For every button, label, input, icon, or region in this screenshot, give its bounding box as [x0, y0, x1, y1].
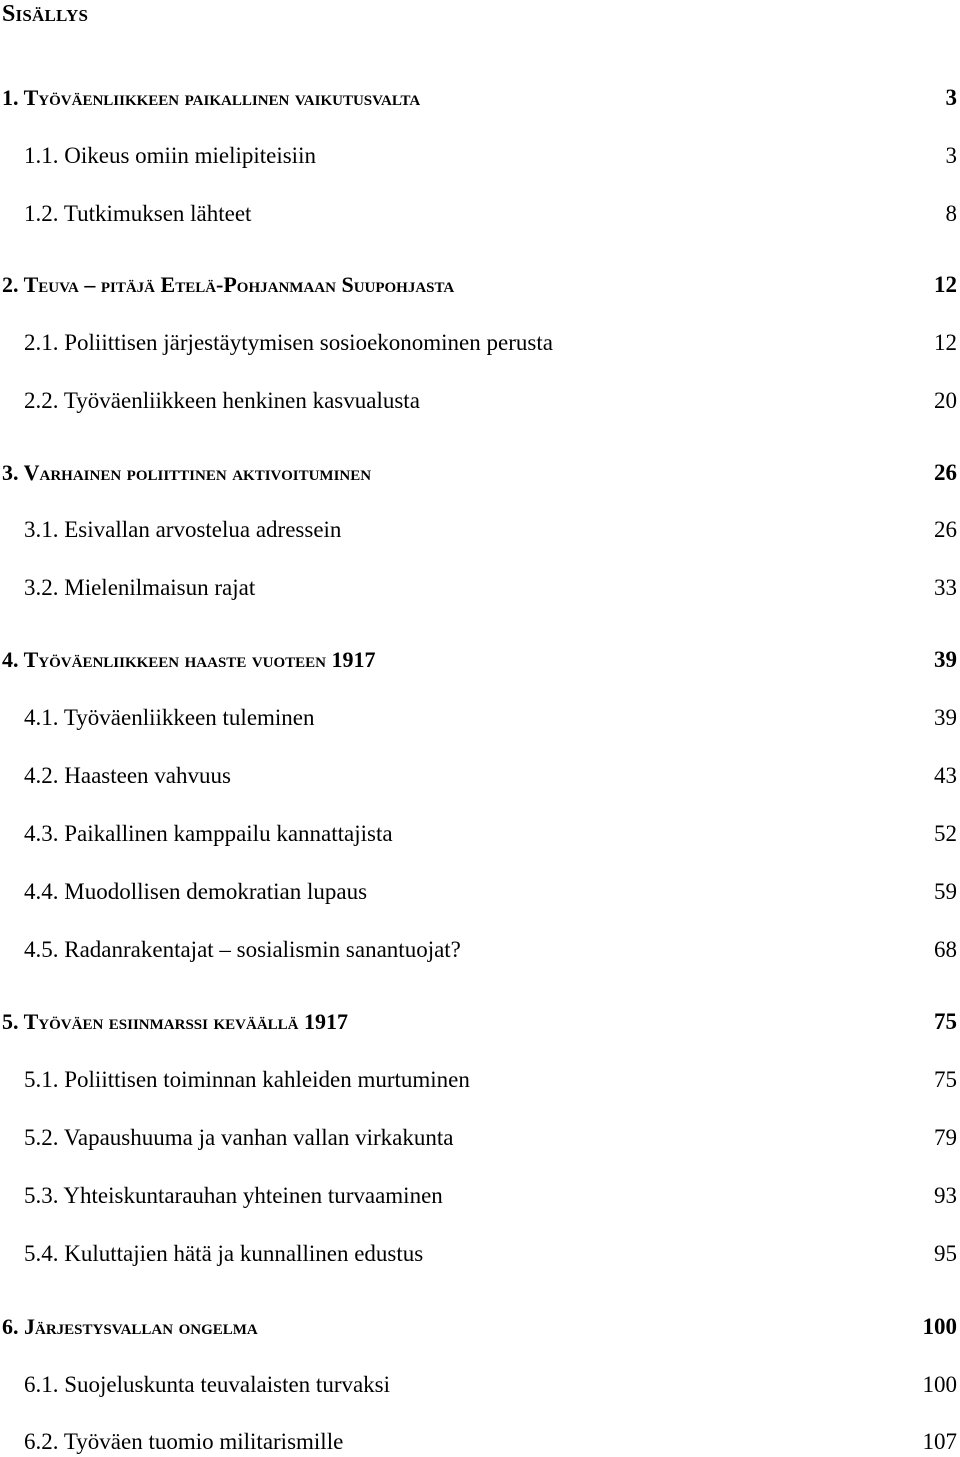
toc-chapter-1: [0, 83, 960, 113]
toc-page-number: 52: [934, 821, 957, 846]
toc-entry-label: 1.2. Tutkimuksen lähteet: [24, 201, 252, 226]
toc-page-number: 68: [934, 937, 957, 962]
toc-section-2-1: [0, 328, 960, 358]
toc-entry-label: 4.2. Haasteen vahvuus: [24, 763, 231, 788]
toc-entry-label: 4. Työväenliikkeen haaste vuoteen 1917: [2, 647, 376, 672]
page-title: Sisällys: [2, 1, 89, 27]
toc-entry-label: 1.1. Oikeus omiin mielipiteisiin: [24, 143, 316, 168]
toc-section-5-1: [0, 1065, 960, 1095]
toc-entry-label: 6. Järjestysvallan ongelma: [2, 1314, 258, 1339]
toc-page-number: 20: [934, 388, 957, 413]
toc-chapter-3: [0, 458, 960, 488]
toc-page-number: 95: [934, 1241, 957, 1266]
toc-page-number: 107: [922, 1429, 957, 1454]
toc-entry-label: 5.1. Poliittisen toiminnan kahleiden murtuminen: [24, 1067, 470, 1092]
toc-page-number: 93: [934, 1183, 957, 1208]
toc-entry-label: 4.1. Työväenliikkeen tuleminen: [24, 705, 315, 730]
toc-section-6-1: [0, 1370, 960, 1400]
toc-page-number: 100: [922, 1372, 957, 1397]
toc-section-4-4: [0, 877, 960, 907]
toc-section-5-2: [0, 1123, 960, 1153]
toc-section-4-1: [0, 703, 960, 733]
toc-entry-label: 6.1. Suojeluskunta teuvalaisten turvaksi: [24, 1372, 391, 1397]
toc-page-number: 39: [934, 705, 957, 730]
toc-chapter-6: [0, 1312, 960, 1342]
toc-section-5-4: [0, 1239, 960, 1269]
toc-page-number: 75: [934, 1009, 957, 1034]
toc-chapter-4: [0, 645, 960, 675]
toc-page-number: 26: [934, 460, 957, 485]
toc-page-number: 39: [934, 647, 957, 672]
toc-section-5-3: [0, 1181, 960, 1211]
toc-section-3-2: [0, 573, 960, 603]
toc-page-number: 59: [934, 879, 957, 904]
toc-chapter-2: [0, 270, 960, 300]
toc-page-number: 79: [934, 1125, 957, 1150]
toc-entry-label: 2.1. Poliittisen järjestäytymisen sosioekonominen perusta: [24, 330, 553, 355]
toc-page-number: 8: [945, 201, 957, 226]
toc-entry-label: 3. Varhainen poliittinen aktivoituminen: [2, 460, 372, 485]
toc-entry-label: 2. Teuva – pitäjä Etelä-Pohjanmaan Suupohjasta: [2, 272, 455, 297]
toc-section-4-5: [0, 935, 960, 965]
toc-entry-label: 3.1. Esivallan arvostelua adressein: [24, 517, 342, 542]
toc-section-6-2: [0, 1427, 960, 1457]
toc-entry-label: 5.2. Vapaushuuma ja vanhan vallan virkakunta: [24, 1125, 454, 1150]
toc-page-number: 75: [934, 1067, 957, 1092]
toc-section-1-1: [0, 141, 960, 171]
toc-section-4-2: [0, 761, 960, 791]
toc-chapter-5: [0, 1007, 960, 1037]
toc-page-number: 3: [945, 143, 957, 168]
toc-entry-label: 4.4. Muodollisen demokratian lupaus: [24, 879, 368, 904]
toc-entry-label: 1. Työväenliikkeen paikallinen vaikutusvalta: [2, 85, 421, 110]
toc-section-1-2: [0, 199, 960, 229]
toc-page-number: 12: [934, 272, 957, 297]
toc-section-4-3: [0, 819, 960, 849]
toc-page-number: 100: [922, 1314, 957, 1339]
toc-page-number: 12: [934, 330, 957, 355]
toc-entry-label: 3.2. Mielenilmaisun rajat: [24, 575, 256, 600]
toc-section-2-2: [0, 386, 960, 416]
toc-section-3-1: [0, 515, 960, 545]
toc-entry-label: 5.4. Kuluttajien hätä ja kunnallinen edustus: [24, 1241, 424, 1266]
toc-entry-label: 5.3. Yhteiskuntarauhan yhteinen turvaaminen: [24, 1183, 443, 1208]
toc-entry-label: 5. Työväen esiinmarssi keväällä 1917: [2, 1009, 348, 1034]
toc-page-number: 26: [934, 517, 957, 542]
toc-page-number: 33: [934, 575, 957, 600]
toc-entry-label: 2.2. Työväenliikkeen henkinen kasvualusta: [24, 388, 420, 413]
toc-page-number: 43: [934, 763, 957, 788]
toc-page-number: 3: [945, 85, 957, 110]
toc-entry-label: 6.2. Työväen tuomio militarismille: [24, 1429, 344, 1454]
toc-entry-label: 4.5. Radanrakentajat – sosialismin sanantuojat?: [24, 937, 461, 962]
toc-entry-label: 4.3. Paikallinen kamppailu kannattajista: [24, 821, 393, 846]
